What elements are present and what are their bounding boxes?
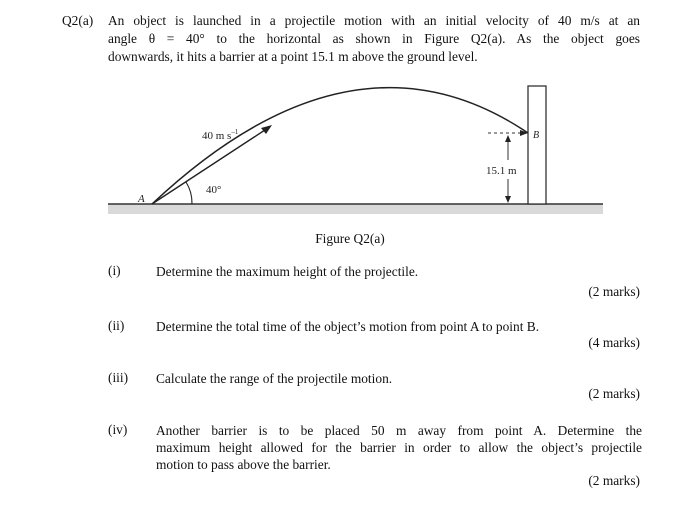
figure-caption: Figure Q2(a): [315, 231, 385, 246]
part-i-marks: (2 marks): [588, 284, 640, 299]
height-arrow-down-icon: [505, 196, 511, 203]
part-iv-line-2: maximum height allowed for the barrier in order to allow the object’s projectile: [156, 440, 642, 455]
part-iv-marks: (2 marks): [588, 473, 640, 488]
question-line-3: downwards, it hits a barrier at a point 15.1 m above the ground level.: [108, 49, 478, 64]
part-iii-number: (iii): [108, 370, 129, 385]
question-text: [108, 12, 640, 66]
height-label: 15.1 m: [486, 165, 517, 177]
angle-arc: [186, 182, 192, 204]
ground-shading: [108, 204, 603, 214]
velocity-arrowhead: [261, 125, 272, 134]
question-label: Q2(a): [62, 13, 94, 28]
part-i-text: [156, 263, 642, 280]
barrier: [528, 86, 546, 204]
projectile-figure: [100, 82, 605, 214]
part-ii-number: (ii): [108, 318, 125, 333]
angle-label: 40°: [206, 184, 222, 196]
part-iv-number: (iv): [108, 422, 128, 437]
velocity-label: 40 m $s^{-1}$: [202, 128, 239, 142]
part-iv-line-1: Another barrier is to be placed 50 m away from point A. Determine the: [156, 423, 642, 438]
part-iii-line-1: Calculate the range of the projectile motion.: [156, 371, 393, 386]
point-b-label: B: [533, 130, 540, 141]
part-iii-text: [156, 370, 642, 387]
part-iv-line-3: motion to pass above the barrier.: [156, 457, 331, 472]
question-line-2: angle θ = 40° to the horizontal as shown in Figure Q2(a). As the object goes: [108, 31, 640, 46]
part-i-number: (i): [108, 263, 121, 278]
part-iv-text: [156, 422, 642, 473]
part-ii-line-1: Determine the total time of the object’s motion from point A to point B.: [156, 319, 540, 334]
part-iii-marks: (2 marks): [588, 386, 640, 401]
part-ii-text: [156, 318, 642, 335]
point-a-label: A: [138, 193, 145, 205]
question-line-1: An object is launched in a projectile motion with an initial velocity of 40 m/s at an: [108, 13, 640, 28]
part-ii-marks: (4 marks): [588, 335, 640, 350]
part-i-line-1: Determine the maximum height of the projectile.: [156, 264, 419, 279]
height-arrow-up-icon: [505, 135, 511, 142]
